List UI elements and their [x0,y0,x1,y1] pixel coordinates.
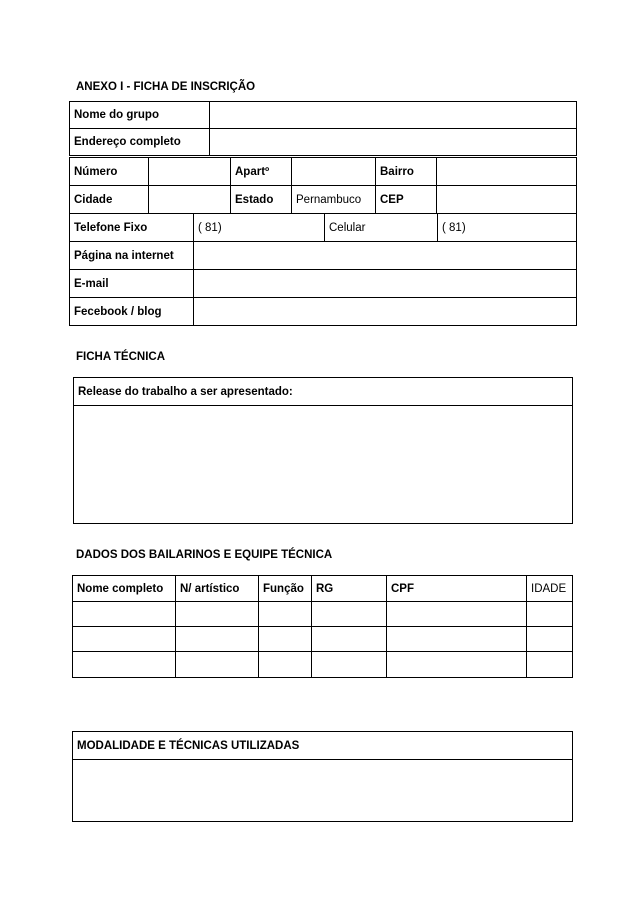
cell-input[interactable] [259,627,312,652]
release-field[interactable] [74,406,573,524]
nome-grupo-field[interactable] [210,102,577,129]
bairro-field[interactable] [437,158,577,186]
email-field[interactable] [194,270,577,298]
cell-input[interactable] [527,602,573,627]
apart-field[interactable] [292,158,376,186]
ficha-tecnica-title: FICHA TÉCNICA [76,351,166,363]
cidade-field[interactable] [149,186,231,214]
nome-grupo-label: Nome do grupo [70,102,210,129]
form-title: ANEXO I - FICHA DE INSCRIÇÃO [76,81,256,93]
cell-input[interactable] [73,602,176,627]
facebook-field[interactable] [194,298,577,326]
col-nome-completo: Nome completo [73,576,176,602]
dancers-table [72,575,573,678]
col-funcao: Função [259,576,312,602]
cell-input[interactable] [527,652,573,678]
bairro-label: Bairro [376,158,437,186]
estado-label: Estado [231,186,292,214]
address-table [69,157,577,214]
release-table [73,377,573,524]
cell-input[interactable] [387,652,527,678]
table-row [73,627,573,652]
facebook-label: Fecebook / blog [70,298,194,326]
cep-label: CEP [376,186,437,214]
cell-input[interactable] [312,602,387,627]
apart-label: Apartº [231,158,292,186]
modalidade-field[interactable] [73,760,573,822]
numero-field[interactable] [149,158,231,186]
cell-input[interactable] [176,602,259,627]
release-label: Release do trabalho a ser apresentado: [74,378,573,406]
table-row [73,602,573,627]
modalidade-title: MODALIDADE E TÉCNICAS UTILIZADAS [73,732,573,760]
telefone-label: Telefone Fixo [70,214,194,242]
col-rg: RG [312,576,387,602]
numero-label: Número [70,158,149,186]
cell-input[interactable] [259,602,312,627]
cidade-label: Cidade [70,186,149,214]
cell-input[interactable] [527,627,573,652]
cep-field[interactable] [437,186,577,214]
contact-table [69,213,577,326]
endereco-field[interactable] [210,129,577,156]
celular-field[interactable]: ( 81) [438,214,577,242]
celular-label: Celular [325,214,438,242]
col-idade: IDADE [527,576,573,602]
endereco-label: Endereço completo [70,129,210,156]
cell-input[interactable] [312,627,387,652]
telefone-field[interactable]: ( 81) [194,214,325,242]
cell-input[interactable] [176,652,259,678]
dados-title: DADOS DOS BAILARINOS E EQUIPE TÉCNICA [76,549,333,561]
table-row [73,652,573,678]
col-nome-artistico: N/ artístico [176,576,259,602]
cell-input[interactable] [259,652,312,678]
cell-input[interactable] [387,602,527,627]
pagina-field[interactable] [194,242,577,270]
cell-input[interactable] [312,652,387,678]
pagina-label: Página na internet [70,242,194,270]
col-cpf: CPF [387,576,527,602]
group-info-table [69,101,577,156]
cell-input[interactable] [387,627,527,652]
email-label: E-mail [70,270,194,298]
estado-value[interactable]: Pernambuco [292,186,376,214]
cell-input[interactable] [73,627,176,652]
cell-input[interactable] [73,652,176,678]
modalidade-table [72,731,573,822]
cell-input[interactable] [176,627,259,652]
